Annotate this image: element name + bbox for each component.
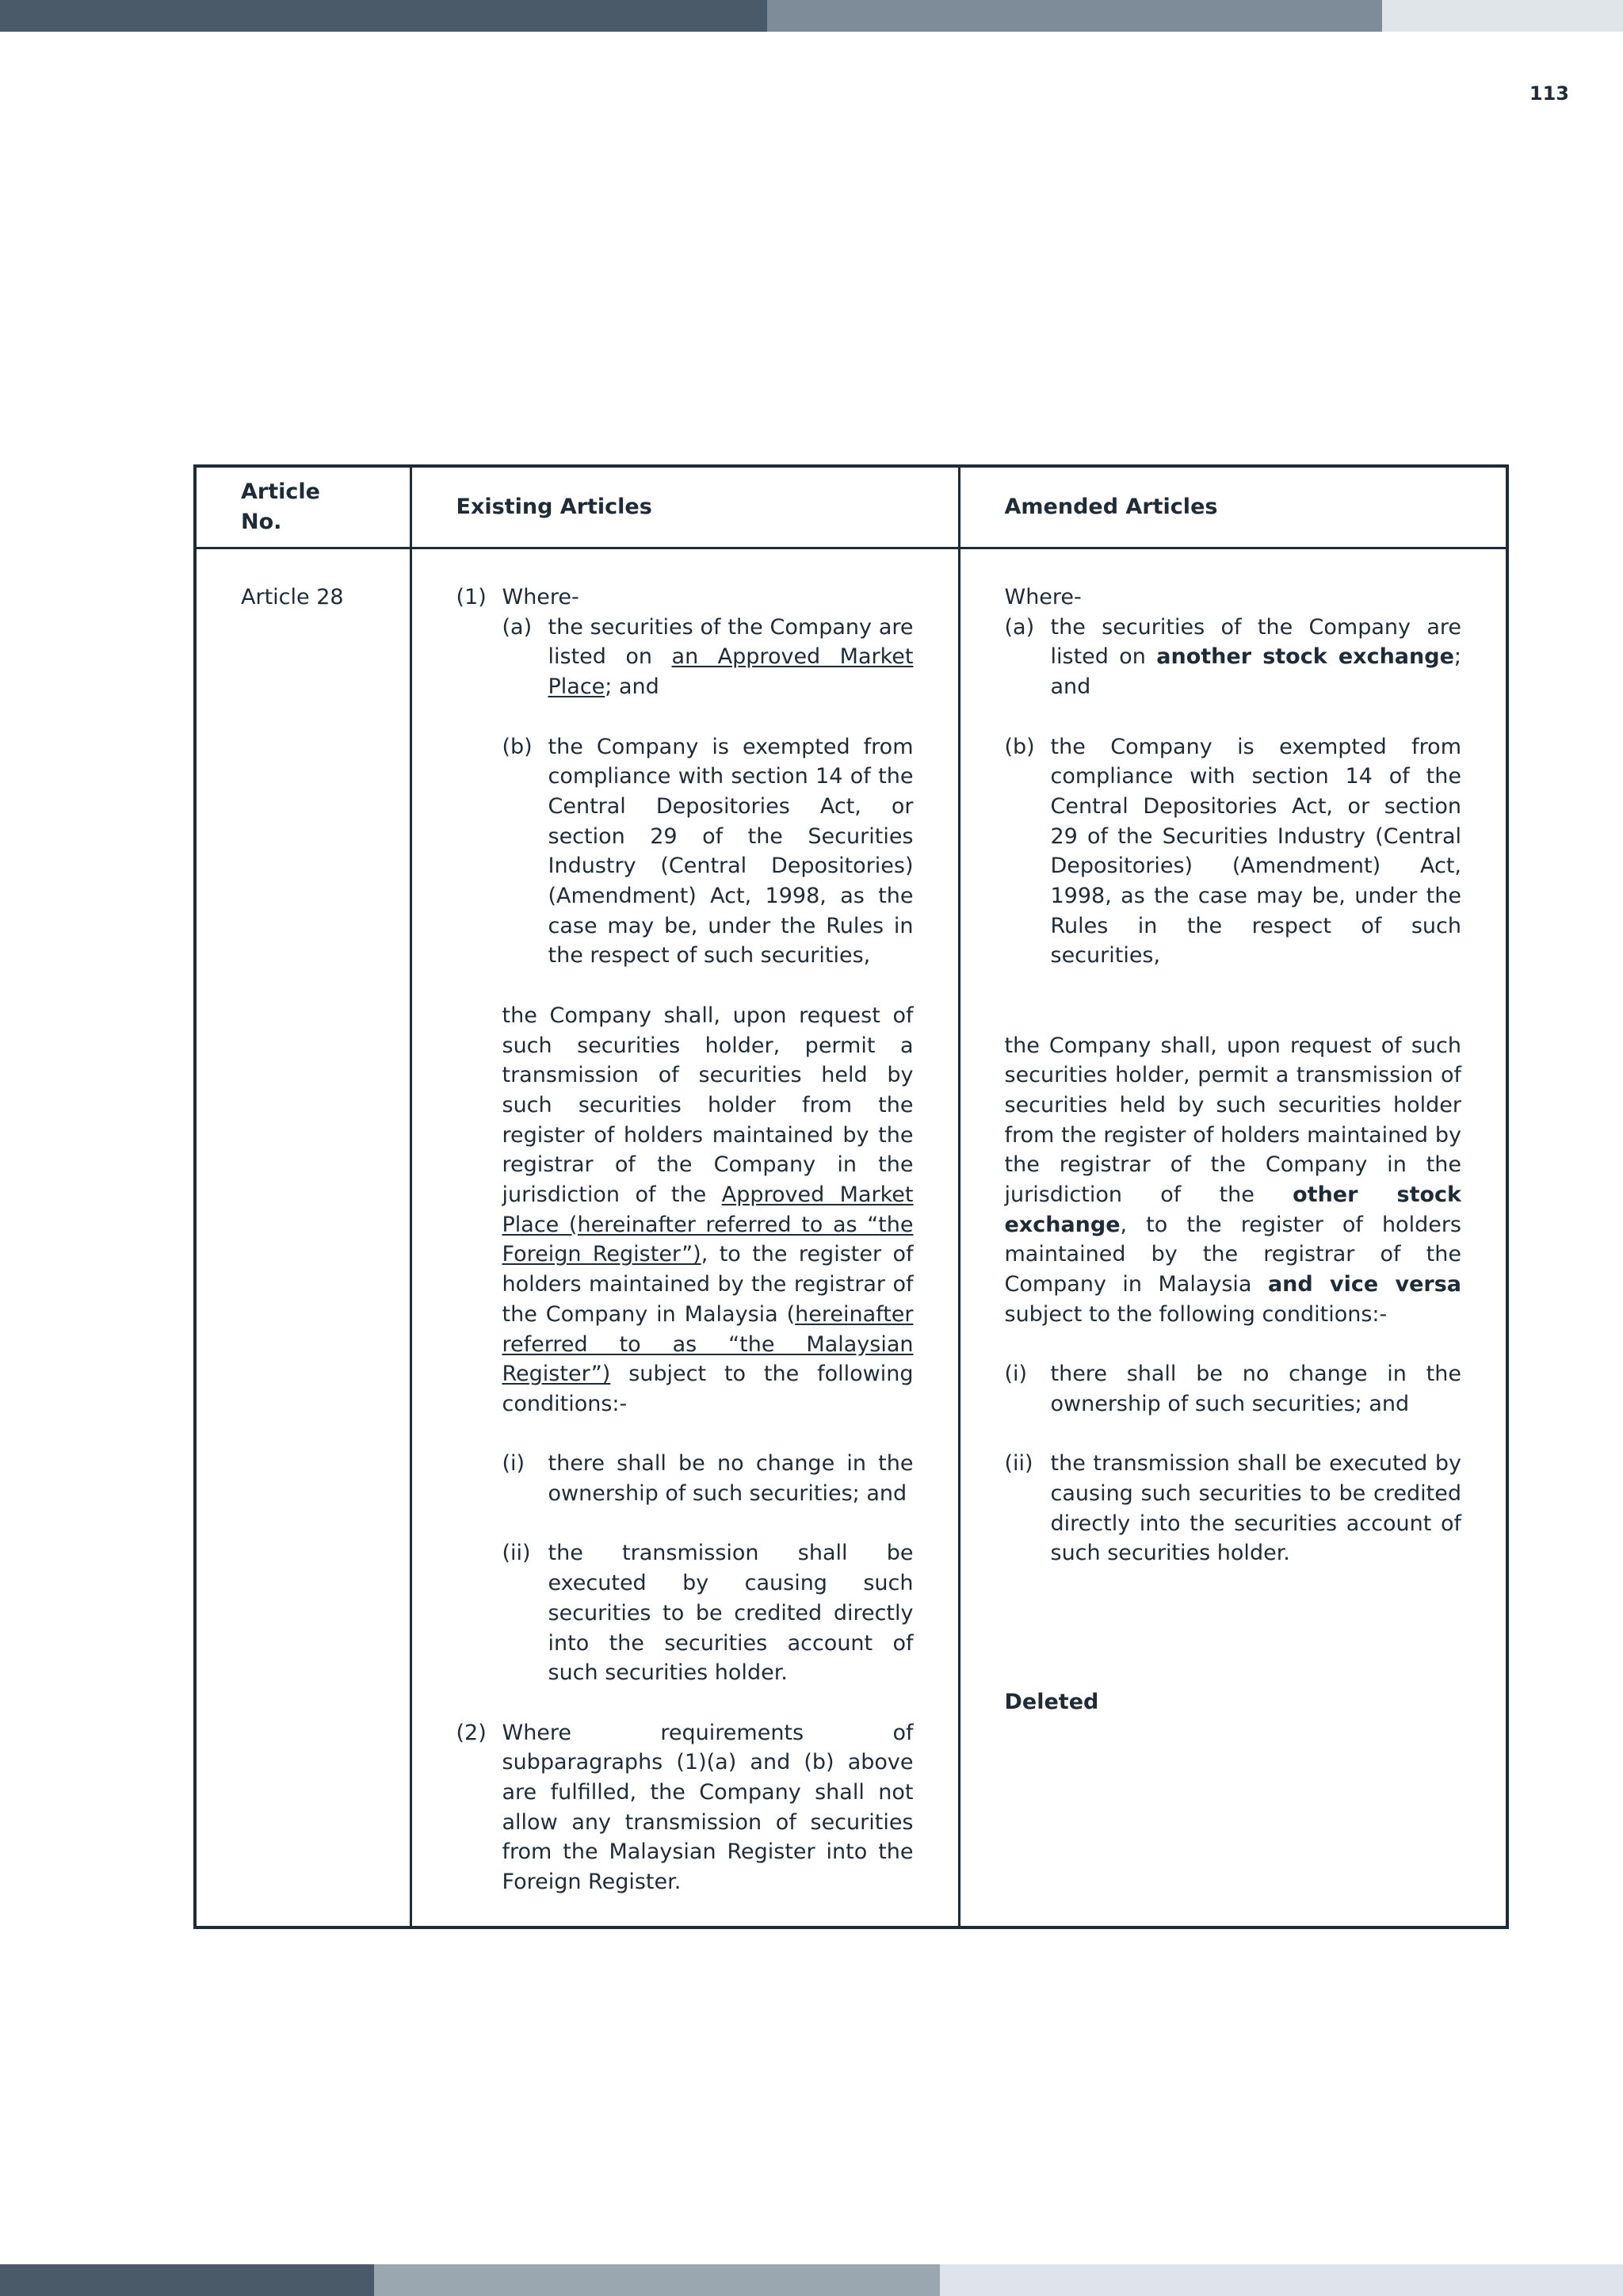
existing-item-b <box>502 732 914 972</box>
text-part: , to the register of holders maintained by the registrar of the Company in Malaysia <box>1004 1212 1461 1297</box>
bold-text: and vice versa <box>1267 1272 1461 1297</box>
header-existing-articles: Existing Articles <box>411 466 959 548</box>
item-text: there shall be no change in the ownership of such securities; and <box>1050 1362 1461 1416</box>
bottom-bar-segment-mid <box>374 2264 940 2296</box>
item-label: (b) <box>1004 734 1035 759</box>
existing-condition-ii <box>502 1538 914 1688</box>
amended-item-a <box>1005 613 1462 702</box>
underlined-text: hereinafter referred to as “the Malaysian Register”) <box>502 1301 914 1387</box>
item-text-part: the securities of the Company are listed on <box>548 614 914 670</box>
amended-item-b <box>1005 732 1462 972</box>
where-text: Where- <box>1004 585 1082 609</box>
underlined-text: an Approved Market Place <box>548 644 914 700</box>
top-bar-segment-light <box>1382 0 1623 32</box>
table-header-row <box>195 466 1507 548</box>
existing-condition-i <box>502 1449 914 1508</box>
table-row <box>195 548 1507 1927</box>
text-part: subject to the following conditions:- <box>1004 1301 1388 1327</box>
top-bar-segment-mid <box>767 0 1382 32</box>
paragraph-text: Where requirements of subparagraphs (1)(a) and (b) above are fulfilled, the Company shall not allow any transmission of securities from the Malaysian Register into the Foreign Register. <box>502 1720 914 1895</box>
existing-main-paragraph <box>502 1001 914 1419</box>
amended-condition-i <box>1005 1359 1462 1419</box>
item-label: (b) <box>502 734 533 759</box>
existing-item-a <box>502 613 914 702</box>
amended-article-cell <box>959 548 1507 1927</box>
article-number: Article 28 <box>241 585 344 609</box>
text-part: the Company shall, upon request of such securities holder, permit a transmission of securities held by such securities holder from the register of holders maintained by the registrar of the Company in the jurisdiction of the <box>1004 1033 1461 1208</box>
item-text: the transmission shall be executed by causing such securities to be credited directly into the securities account of such securities holder. <box>1050 1451 1461 1566</box>
item-text <box>1051 613 1462 702</box>
text-part: subject to the following conditions:- <box>502 1362 914 1416</box>
item-label: (i) <box>502 1451 525 1477</box>
bottom-color-bar <box>0 2264 1623 2296</box>
paragraph-label: (2) <box>456 1720 487 1745</box>
existing-article-cell <box>411 548 959 1927</box>
item-label: (a) <box>502 614 533 640</box>
amended-main-paragraph <box>1005 1031 1462 1330</box>
paragraph-label: (1) <box>456 585 487 609</box>
item-text: the transmission shall be executed by causing such securities to be credited directly into the securities account of such securities holder. <box>548 1541 914 1686</box>
item-text-part: the securities of the Company are listed on <box>1050 614 1461 670</box>
header-article-no: Article No. <box>195 466 411 548</box>
amended-condition-ii <box>1005 1449 1462 1568</box>
item-label: (a) <box>1004 614 1035 640</box>
item-label: (ii) <box>1004 1451 1033 1477</box>
item-label: (i) <box>1004 1362 1028 1387</box>
text-part: the Company shall, upon request of such securities holder, permit a transmission of securities held by such securities holder from the register of holders maintained by the registrar of the Company in the jurisdiction of the <box>502 1003 914 1208</box>
item-text: there shall be no change in the ownership of such securities; and <box>548 1451 914 1507</box>
item-text: the Company is exempted from compliance with section 14 of the Central Depositories Act, or section 29 of the Securities Industry (Central Depositories) (Amendment) Act, 1998, as the case may be, under the Rules in the respect of such securities, <box>1050 734 1461 968</box>
page-number: 113 <box>1529 82 1569 105</box>
item-text-part: ; and <box>1050 644 1461 700</box>
bottom-bar-segment-light <box>940 2264 1623 2296</box>
article-number-cell <box>195 548 411 1927</box>
deleted-label <box>1005 1687 1462 1717</box>
top-bar-segment-dark <box>0 0 767 32</box>
item-text <box>548 613 914 702</box>
item-text: the Company is exempted from compliance with section 14 of the Central Depositories Act, or section 29 of the Securities Industry (Central Depositories) (Amendment) Act, 1998, as the case may be, under the Rules in the respect of such securities, <box>548 734 914 968</box>
top-color-bar <box>0 0 1623 32</box>
bold-text: another stock exchange <box>1156 644 1454 670</box>
item-label: (ii) <box>502 1541 531 1566</box>
bold-text: other stock exchange <box>1004 1182 1461 1237</box>
where-text: Where- <box>502 585 579 609</box>
deleted-text: Deleted <box>1004 1690 1099 1715</box>
bottom-bar-segment-dark <box>0 2264 374 2296</box>
articles-comparison-table <box>193 464 1509 1929</box>
existing-paragraph-2 <box>456 1718 914 1897</box>
existing-paragraph-1 <box>456 583 914 1688</box>
header-amended-articles: Amended Articles <box>959 466 1507 548</box>
item-text-part: ; and <box>605 674 659 700</box>
text-part: , to the register of holders maintained by the registrar of the Company in Malaysia ( <box>502 1242 914 1327</box>
underlined-text: Approved Market Place (hereinafter referred to as “the Foreign Register”) <box>502 1182 914 1267</box>
